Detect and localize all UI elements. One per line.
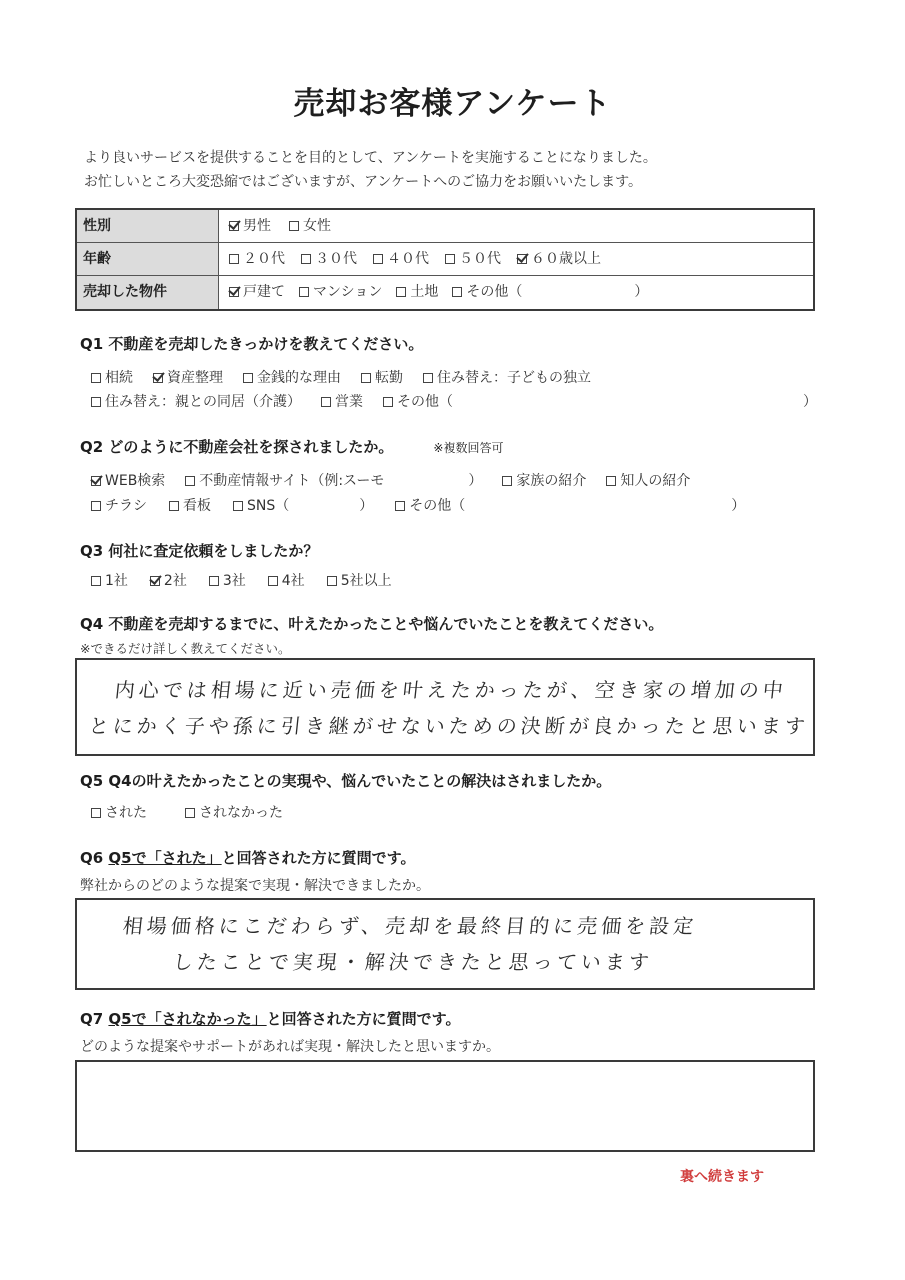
option-label: 営業 [335,394,363,410]
option-label: 転勤 [375,370,403,386]
option-label: ３０代 [315,251,357,267]
option-label: ６０歳以上 [531,251,601,267]
option-label: 男性 [243,218,271,234]
q2-options-row2 [91,495,767,515]
checkbox-icon[interactable] [502,476,512,486]
q4-answer-line-1: 内心では相場に近い売価を叶えたかったが、空き家の増加の中 [113,678,789,702]
checkbox-icon[interactable] [91,576,101,586]
option-label: 5社以上 [340,573,392,589]
checkbox-icon[interactable] [383,397,393,407]
option-label: ５０代 [459,251,501,267]
intro-text [84,146,657,194]
q2-title [80,436,503,457]
checkbox-icon[interactable] [396,287,406,297]
option-label: チラシ [105,498,147,514]
checkbox-icon[interactable] [209,576,219,586]
q6-title-condition: Q5で「された」 [108,849,222,867]
q2-note: ※複数回答可 [433,441,504,455]
option-label: ２０代 [243,251,285,267]
q2-options-row1 [91,470,710,490]
option-label: されなかった [199,805,283,821]
checkbox-option[interactable] [233,495,373,515]
q5-title: Q5 Q4の叶えたかったことの実現や、悩んでいたことの解決はされましたか。 [80,772,612,790]
checkbox-icon[interactable] [361,373,371,383]
checkbox-icon[interactable] [327,576,337,586]
intro-line-2: お忙しいところ大変恐縮ではございますが、アンケートへのご協力をお願いいたします。 [84,174,643,190]
q2-title-text: Q2 どのように不動産会社を探されましたか。 [80,438,394,456]
checkbox-icon[interactable] [229,254,239,264]
checkbox-option[interactable] [229,210,271,242]
q6-answer-line-2: したことで実現・解決できたと思っています [171,950,655,974]
checkbox-option[interactable] [150,570,187,590]
checkbox-option[interactable] [91,391,301,411]
q1-title: Q1 不動産を売却したきっかけを教えてください。 [80,335,424,353]
checkbox-option[interactable] [185,802,283,822]
checkbox-checked-icon[interactable] [517,254,527,264]
option-label: 住み替え：親との同居（介護） [105,394,301,410]
checkbox-option[interactable] [396,276,438,308]
checkbox-icon[interactable] [452,287,462,297]
checkbox-option[interactable] [268,570,305,590]
age-row [77,243,813,276]
option-label: 家族の紹介 [516,473,587,489]
option-label: ４０代 [387,251,429,267]
checkbox-checked-icon[interactable] [150,576,160,586]
checkbox-icon[interactable] [606,476,616,486]
q1-options-row1 [91,367,611,387]
option-label: 4社 [281,573,305,589]
checkbox-option[interactable] [445,243,501,275]
q3-title: Q3 何社に査定依頼をしましたか？ [80,542,319,560]
checkbox-option[interactable] [91,495,147,515]
checkbox-option[interactable] [301,243,357,275]
intro-line-1: より良いサービスを提供することを目的として、アンケートを実施することになりました。 [84,150,657,166]
q7-title [80,1008,460,1029]
option-label: 住み替え：子どもの独立 [437,370,591,386]
checkbox-checked-icon[interactable] [229,221,239,231]
option-label: 知人の紹介 [620,473,691,489]
checkbox-icon[interactable] [445,254,455,264]
option-label: その他（ ） [466,284,649,300]
checkbox-option[interactable] [91,367,133,387]
checkbox-option[interactable] [91,470,165,490]
q5-options [91,802,321,822]
checkbox-icon[interactable] [268,576,278,586]
checkbox-icon[interactable] [91,373,101,383]
checkbox-icon[interactable] [299,287,309,297]
checkbox-option[interactable] [361,367,403,387]
property-label: 売却した物件 [77,276,219,309]
option-label: された [105,805,147,821]
checkbox-option[interactable] [383,391,817,411]
option-label: SNS（ ） [247,498,374,514]
option-label: 不動産情報サイト（例:スーモ ） [199,473,483,489]
q7-title-middle: と回答された方 [266,1010,372,1028]
q6-answer-box[interactable] [75,898,815,990]
checkbox-option[interactable] [229,243,285,275]
q6-title-prefix: Q6 [80,849,109,867]
q7-title-condition: Q5で「されなかった」 [108,1010,267,1028]
checkbox-option[interactable] [243,367,341,387]
checkbox-option[interactable] [209,570,246,590]
checkbox-icon[interactable] [423,373,433,383]
continue-note: 裏へ続きます [680,1169,764,1185]
checkbox-icon[interactable] [289,221,299,231]
checkbox-checked-icon[interactable] [91,476,101,486]
option-label: その他（ ） [409,498,746,514]
checkbox-option[interactable] [327,570,392,590]
checkbox-icon[interactable] [185,476,195,486]
q6-title-suffix: に質問です。 [326,849,416,867]
checkbox-checked-icon[interactable] [153,373,163,383]
page-title: 売却お客様アンケート [293,86,612,122]
checkbox-icon[interactable] [243,373,253,383]
checkbox-checked-icon[interactable] [229,287,239,297]
gender-row [77,210,813,243]
option-label: 1社 [105,573,128,589]
checkbox-option[interactable] [229,276,285,308]
checkbox-option[interactable] [502,470,586,490]
checkbox-icon[interactable] [373,254,383,264]
option-label: 土地 [410,284,439,300]
gender-options [229,210,349,242]
option-label: 戸建て [243,284,285,300]
checkbox-option[interactable] [299,276,382,308]
checkbox-icon[interactable] [321,397,331,407]
option-label: その他（ ） [397,394,817,410]
checkbox-icon[interactable] [185,808,195,818]
checkbox-option[interactable] [395,495,745,515]
q1-options-row2 [91,391,837,411]
checkbox-option[interactable] [91,570,128,590]
checkbox-option[interactable] [169,495,211,515]
age-options [229,243,617,275]
checkbox-icon[interactable] [91,397,101,407]
q7-title-suffix: に質問です。 [371,1010,461,1028]
q6-answer-line-1: 相場価格にこだわらず、売却を最終目的に売価を設定 [121,914,699,938]
option-label: 2社 [163,573,187,589]
q3-options [91,570,414,590]
checkbox-option[interactable] [423,367,591,387]
option-label: WEB検索 [105,473,166,489]
property-options [229,276,662,309]
checkbox-icon[interactable] [233,501,243,511]
option-label: 金銭的な理由 [257,370,341,386]
option-label: 相続 [105,370,133,386]
q4-subtitle: ※できるだけ詳しく教えてください。 [80,641,291,656]
q6-title [80,847,415,868]
q6-subtitle: 弊社からのどのような提案で実現・解決できましたか。 [80,878,430,894]
age-label: 年齢 [77,243,219,275]
checkbox-option[interactable] [373,243,429,275]
gender-label: 性別 [77,210,219,242]
checkbox-option[interactable] [91,802,147,822]
checkbox-option[interactable] [185,470,482,490]
checkbox-icon[interactable] [301,254,311,264]
checkbox-option[interactable] [517,243,601,275]
option-label: 女性 [303,218,331,234]
checkbox-option[interactable] [452,276,648,308]
option-label: 3社 [222,573,246,589]
checkbox-icon[interactable] [91,501,101,511]
q7-answer-box[interactable] [75,1060,815,1152]
option-label: 資産整理 [167,370,223,386]
checkbox-icon[interactable] [169,501,179,511]
checkbox-icon[interactable] [395,501,405,511]
q7-subtitle: どのような提案やサポートがあれば実現・解決したと思いますか。 [80,1039,500,1055]
checkbox-option[interactable] [606,470,690,490]
property-row [77,276,813,309]
q7-title-prefix: Q7 [80,1010,109,1028]
checkbox-option[interactable] [153,367,223,387]
option-label: 看板 [183,498,211,514]
checkbox-icon[interactable] [91,808,101,818]
q4-title: Q4 不動産を売却するまでに、叶えたかったことや悩んでいたことを教えてください。 [80,615,664,633]
q6-title-middle: と回答された方 [221,849,327,867]
option-label: マンション [313,284,383,300]
q4-answer-box[interactable] [75,658,815,756]
checkbox-option[interactable] [289,210,331,242]
checkbox-option[interactable] [321,391,363,411]
q4-answer-line-2: とにかく子や孫に引き継がせないための決断が良かったと思います [87,714,811,738]
profile-table [75,208,815,311]
